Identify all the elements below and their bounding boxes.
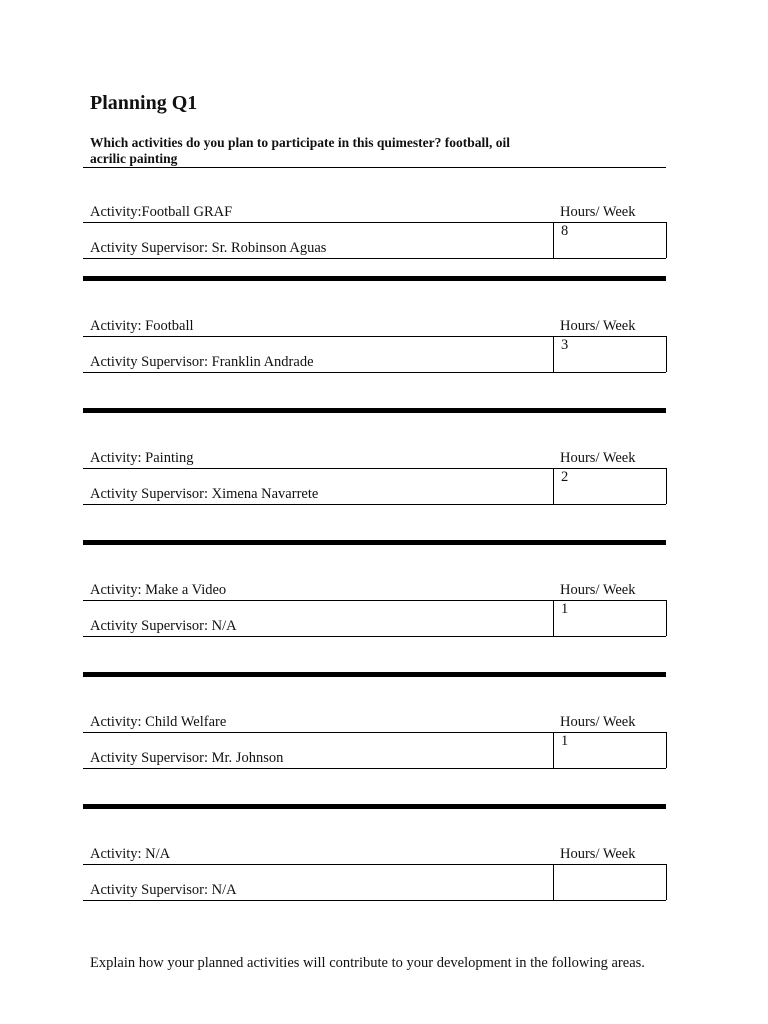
divider-line (83, 768, 666, 769)
section-separator (83, 408, 666, 413)
activity-name: Activity: Make a Video (90, 582, 227, 598)
explain-instruction: Explain how your planned activities will contribute to your development in the following areas. (90, 955, 645, 971)
hours-field[interactable] (553, 732, 667, 768)
divider-line (83, 900, 666, 901)
hours-field[interactable] (553, 600, 667, 636)
hours-field[interactable] (553, 468, 667, 504)
activity-name: Activity:Football GRAF (90, 204, 233, 220)
hours-field[interactable] (553, 336, 667, 372)
hours-label: Hours/ Week (560, 318, 636, 334)
activity-name: Activity: Child Welfare (90, 714, 227, 730)
activity-block (83, 204, 666, 264)
activity-name: Activity: Football (90, 318, 194, 334)
divider-line (83, 504, 666, 505)
activity-block (83, 846, 666, 906)
section-separator (83, 672, 666, 677)
page-title: Planning Q1 (90, 92, 198, 114)
hours-value: 8 (561, 223, 569, 239)
hours-field[interactable] (553, 222, 667, 258)
section-separator (83, 276, 666, 281)
divider-line (83, 372, 666, 373)
activity-block (83, 450, 666, 510)
divider-line (83, 636, 666, 637)
activity-supervisor: Activity Supervisor: Mr. Johnson (90, 750, 284, 766)
activity-name: Activity: N/A (90, 846, 171, 862)
section-separator (83, 804, 666, 809)
hours-label: Hours/ Week (560, 204, 636, 220)
activity-block (83, 714, 666, 774)
hours-value: 3 (561, 337, 569, 353)
hours-label: Hours/ Week (560, 846, 636, 862)
activity-block (83, 318, 666, 378)
hours-value: 1 (561, 733, 569, 749)
activity-block (83, 582, 666, 642)
hours-value: 1 (561, 601, 569, 617)
activity-supervisor: Activity Supervisor: N/A (90, 618, 237, 634)
activity-supervisor: Activity Supervisor: Franklin Andrade (90, 354, 314, 370)
hours-field[interactable] (553, 864, 667, 900)
section-separator (83, 540, 666, 545)
activity-supervisor: Activity Supervisor: Ximena Navarrete (90, 486, 319, 502)
activity-supervisor: Activity Supervisor: Sr. Robinson Aguas (90, 240, 327, 256)
activities-question: Which activities do you plan to participate in this quimester? football, oil acrilic painting (90, 135, 511, 166)
hours-label: Hours/ Week (560, 450, 636, 466)
hours-value: 2 (561, 469, 569, 485)
hours-label: Hours/ Week (560, 582, 636, 598)
divider-line (83, 258, 666, 259)
hours-label: Hours/ Week (560, 714, 636, 730)
activity-name: Activity: Painting (90, 450, 194, 466)
question-underline (83, 167, 666, 168)
activity-supervisor: Activity Supervisor: N/A (90, 882, 237, 898)
